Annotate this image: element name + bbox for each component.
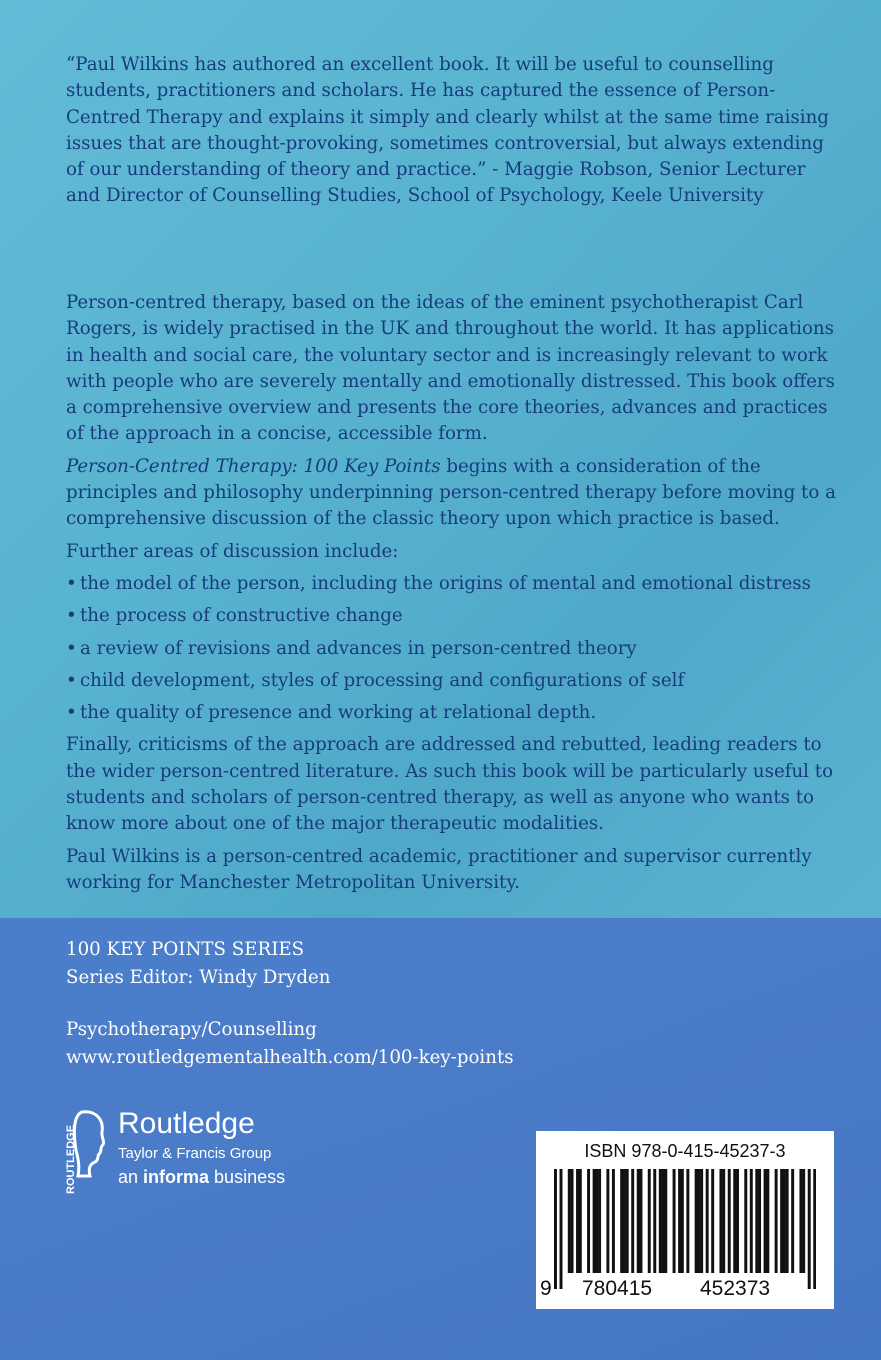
barcode-bar <box>571 1169 574 1273</box>
bullet-item <box>66 571 836 597</box>
barcode-bar <box>568 1169 571 1273</box>
bullet-item <box>66 603 836 629</box>
barcode-bar <box>728 1169 731 1273</box>
barcode-bar <box>813 1169 816 1289</box>
isbn-label: ISBN 978-0-415-45237-3 <box>584 1141 786 1161</box>
bullet-text: the model of the person, including the origins of mental and emotional distress <box>80 572 811 594</box>
book-description <box>66 290 836 902</box>
barcode-bar <box>659 1169 662 1273</box>
bullet-text: child development, styles of processing and configurations of self <box>80 669 685 691</box>
barcode-bar <box>808 1169 811 1289</box>
barcode-bar <box>653 1169 656 1273</box>
description-paragraph-1: Person-centred therapy, based on the ideas of the eminent psychotherapist Carl Rogers, is widely practised in the UK and throughout the world. It has applications in health and social care, the voluntary sector and is increasingly relevant to work with people who are severely mentally and emotionally distressed. This book offers a comprehensive overview and presents the core theories, advances and practices of the approach in a concise, accessible form. <box>66 292 835 445</box>
barcode-bar <box>579 1169 582 1273</box>
tagline-suffix: business <box>209 1167 286 1187</box>
description-paragraph-2 <box>66 454 836 533</box>
barcode-bar <box>755 1169 758 1273</box>
barcode-bar <box>786 1169 789 1273</box>
barcode-bar <box>799 1169 802 1273</box>
barcode-bar <box>678 1169 681 1273</box>
bullet-item <box>66 636 836 662</box>
routledge-logo <box>62 1106 302 1196</box>
barcode-bar <box>736 1169 739 1273</box>
category-and-url <box>66 1016 514 1072</box>
barcode-bar <box>750 1169 753 1273</box>
description-paragraph-2-rest: begins with a consideration of the principles and philosophy underpinning person-centred therapy before moving to a comprehensive discussion of the classic theory upon which practice is based. <box>66 455 836 530</box>
barcode-bar <box>595 1169 598 1273</box>
barcode-bar <box>775 1169 778 1273</box>
tagline-informa: informa <box>143 1167 210 1187</box>
description-paragraph-4: Finally, criticisms of the approach are addressed and rebutted, leading readers to the wider person-centred literature. As such this book will be particularly useful to students and scholars of person-centred therapy, as well as anyone who wants to know more about one of the major therapeutic modalities. <box>66 734 834 835</box>
barcode-bar <box>662 1169 665 1273</box>
barcode-bar <box>648 1169 651 1273</box>
barcode-bar <box>802 1169 805 1273</box>
barcode-bar <box>620 1169 623 1273</box>
barcode-bar <box>780 1169 783 1273</box>
barcode-bar <box>612 1169 615 1273</box>
barcode-bar <box>681 1169 684 1273</box>
series-name: 100 KEY POINTS SERIES <box>66 939 305 960</box>
barcode-bar <box>733 1169 736 1273</box>
barcode-bar <box>686 1169 689 1273</box>
discussion-bullet-list <box>66 571 836 726</box>
barcode-bar <box>587 1169 590 1273</box>
barcode-bar <box>639 1169 642 1273</box>
routledge-vertical-label: ROUTLEDGE <box>65 1124 77 1194</box>
barcode-bar <box>626 1169 629 1273</box>
publisher-tagline <box>118 1166 285 1188</box>
barcode-bar <box>554 1169 557 1289</box>
bullet-item <box>66 700 836 726</box>
bullet-icon: • <box>66 605 77 627</box>
barcode-bar <box>606 1169 609 1273</box>
barcode-bar <box>637 1169 640 1273</box>
series-info <box>66 936 330 992</box>
description-paragraph-3: Further areas of discussion include: <box>66 540 399 562</box>
barcode-bar <box>695 1169 698 1273</box>
routledge-head-icon <box>62 1106 108 1196</box>
bullet-icon: • <box>66 702 77 724</box>
barcode-bar <box>664 1169 667 1273</box>
barcode-bar <box>744 1169 747 1273</box>
barcode-digit-first: 9 <box>540 1277 552 1300</box>
barcode-bar <box>560 1169 563 1289</box>
barcode-bar <box>576 1169 579 1273</box>
bullet-icon: • <box>66 669 77 691</box>
book-title-italic: Person-Centred Therapy: 100 Key Points <box>66 455 441 477</box>
barcode-bar <box>598 1169 601 1273</box>
barcode-bar <box>697 1169 700 1273</box>
barcode-bar <box>706 1169 709 1273</box>
author-bio: Paul Wilkins is a person-centred academic, practitioner and supervisor currently working for Manchester Metropolitan University. <box>66 845 812 893</box>
barcode-bar <box>711 1169 714 1273</box>
barcode-bar <box>719 1169 722 1273</box>
subject-category: Psychotherapy/Counselling <box>66 1019 317 1040</box>
barcode-bar <box>631 1169 634 1273</box>
barcode-bar <box>593 1169 596 1273</box>
barcode-bar <box>758 1169 761 1273</box>
barcode-icon <box>554 1169 816 1289</box>
barcode-bar <box>764 1169 767 1273</box>
bullet-icon: • <box>66 572 77 594</box>
barcode-bar <box>673 1169 676 1273</box>
barcode-bar <box>783 1169 786 1273</box>
publisher-name: Routledge <box>118 1107 255 1140</box>
bullet-icon: • <box>66 637 77 659</box>
endorsement-quote: “Paul Wilkins has authored an excellent book. It will be useful to counselling students, practitioners and scholars. He has captured the essence of Person-Centred Therapy and explains it simply and clearly whilst at the same time raising issues that are thought-provoking, sometimes controversial, but always extending of our understanding of theory and practice.” - Maggie Robson, Senior Lecturer and Director of Counselling Studies, School of Psychology, Keele University <box>66 54 829 207</box>
website-url[interactable]: www.routledgementalhealth.com/100-key-points <box>66 1047 514 1068</box>
tagline-prefix: an <box>118 1167 144 1187</box>
barcode-digits-left: 780415 <box>582 1277 653 1300</box>
barcode-bar <box>722 1169 725 1273</box>
barcode-block <box>536 1131 834 1309</box>
publisher-group: Taylor & Francis Group <box>118 1145 272 1162</box>
series-editor: Series Editor: Windy Dryden <box>66 967 331 988</box>
bullet-item <box>66 668 836 694</box>
barcode-bar <box>766 1169 769 1273</box>
barcode-digits-right: 452373 <box>700 1277 771 1300</box>
barcode-bar <box>623 1169 626 1273</box>
bullet-text: the quality of presence and working at relational depth. <box>80 702 597 724</box>
bullet-text: the process of constructive change <box>80 605 403 627</box>
bullet-text: a review of revisions and advances in person-centred theory <box>80 637 637 659</box>
barcode-bar <box>700 1169 703 1273</box>
barcode-bar <box>791 1169 794 1273</box>
